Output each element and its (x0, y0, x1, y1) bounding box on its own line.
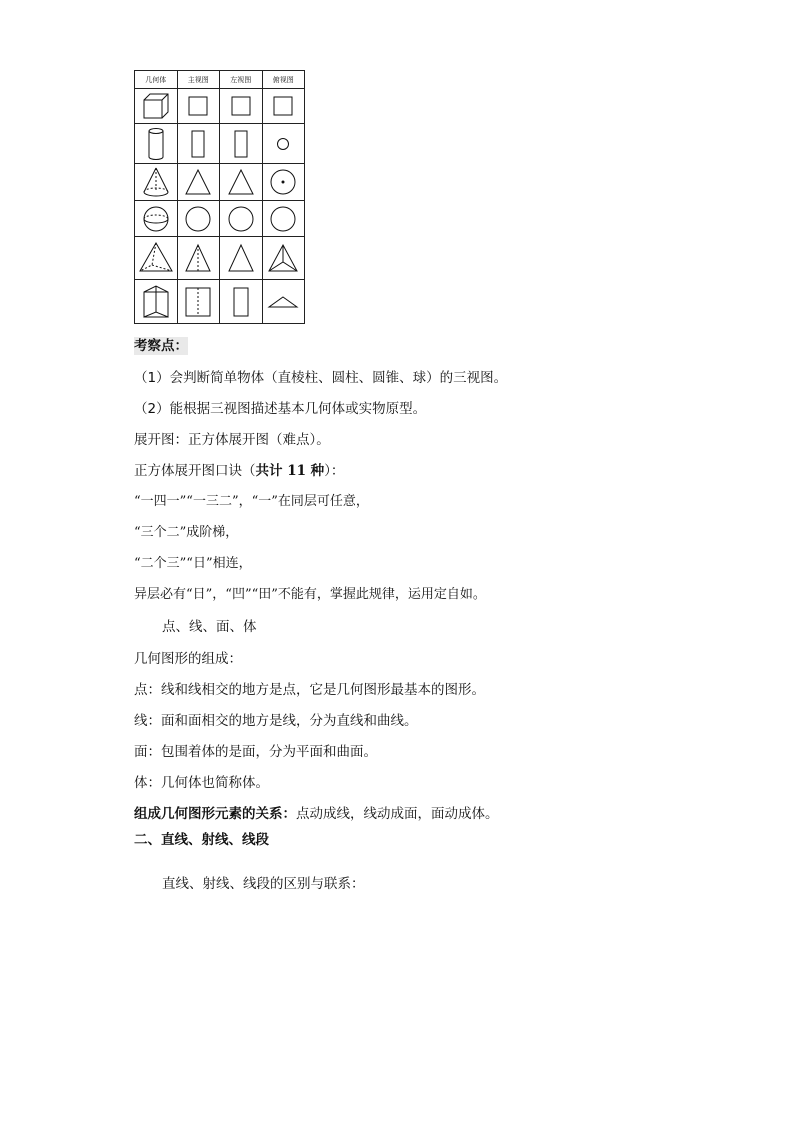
composition-solid: 体：几何体也简称体。 (134, 775, 269, 791)
three-views-table (134, 70, 305, 324)
square-icon (272, 95, 294, 117)
rhyme-title-suffix: ）： (324, 463, 345, 479)
cone-icon (141, 166, 171, 198)
table-row (135, 201, 305, 237)
header-solid: 几何体 (135, 71, 178, 89)
exam-points-heading: 考察点： (134, 338, 188, 354)
table-row (135, 280, 305, 324)
relation-text: 点动成线，线动成面，面动成体。 (296, 806, 499, 822)
rhyme-title (134, 462, 344, 480)
circle-icon (275, 136, 291, 152)
sphere-icon (142, 205, 170, 233)
circle-with-dot-icon (269, 168, 297, 196)
rhyme-title-prefix: 正方体展开图口诀（ (134, 463, 256, 479)
triangular-prism-icon (141, 284, 171, 320)
triangle-icon (227, 243, 255, 273)
header-left-view: 左视图 (220, 71, 263, 89)
circle-icon (184, 205, 212, 233)
square-icon (230, 95, 252, 117)
square-icon (187, 95, 209, 117)
triangle-icon (184, 168, 212, 196)
composition-point: 点：线和线相交的地方是点，它是几何图形最基本的图形。 (134, 682, 485, 698)
rectangle-with-dashed-line-icon (184, 286, 212, 318)
relation-line (134, 805, 499, 823)
rhyme-line-1: “一四一”“一三二”，“一”在同层可任意， (134, 494, 369, 509)
rectangle-icon (232, 286, 250, 318)
cylinder-icon (146, 127, 166, 161)
rhyme-line-2: “三个二”成阶梯， (134, 525, 239, 540)
relation-bold: 组成几何图形元素的关系： (134, 806, 296, 822)
triangle-with-center-icon (267, 243, 299, 273)
flat-triangle-icon (267, 294, 299, 310)
exam-point-1: （1）会判断简单物体（直棱柱、圆柱、圆锥、球）的三视图。 (134, 370, 508, 386)
rectangle-icon (190, 129, 206, 159)
exam-point-2: （2）能根据三视图描述基本几何体或实物原型。 (134, 401, 427, 417)
subheading: 点、线、面、体 (162, 619, 257, 635)
pyramid-icon (138, 241, 174, 275)
triangle-icon (227, 168, 255, 196)
table-row (135, 89, 305, 124)
composition-surface: 面：包围着体的是面，分为平面和曲面。 (134, 744, 377, 760)
table-header-row (135, 71, 305, 89)
composition-title: 几何图形的组成： (134, 651, 242, 667)
rhyme-line-3: “二个三”“日”相连， (134, 556, 252, 571)
net-line: 展开图：正方体展开图（难点）。 (134, 432, 330, 448)
section-2-intro: 直线、射线、线段的区别与联系： (162, 876, 365, 892)
circle-icon (227, 205, 255, 233)
cube-icon (141, 91, 171, 121)
table-row (135, 124, 305, 164)
table-row (135, 164, 305, 201)
table-row (135, 237, 305, 280)
circle-icon (269, 205, 297, 233)
composition-line: 线：面和面相交的地方是线，分为直线和曲线。 (134, 713, 418, 729)
header-top-view: 俯视图 (262, 71, 305, 89)
rhyme-title-bold: 共计 11 种 (255, 463, 325, 479)
rectangle-icon (233, 129, 249, 159)
triangle-with-line-icon (184, 243, 212, 273)
rhyme-line-4: 异层必有“日”，“凹”“田”不能有，掌握此规律，运用定自如。 (134, 587, 486, 602)
section-2-title: 二、直线、射线、线段 (134, 832, 269, 848)
header-front-view: 主视图 (177, 71, 220, 89)
